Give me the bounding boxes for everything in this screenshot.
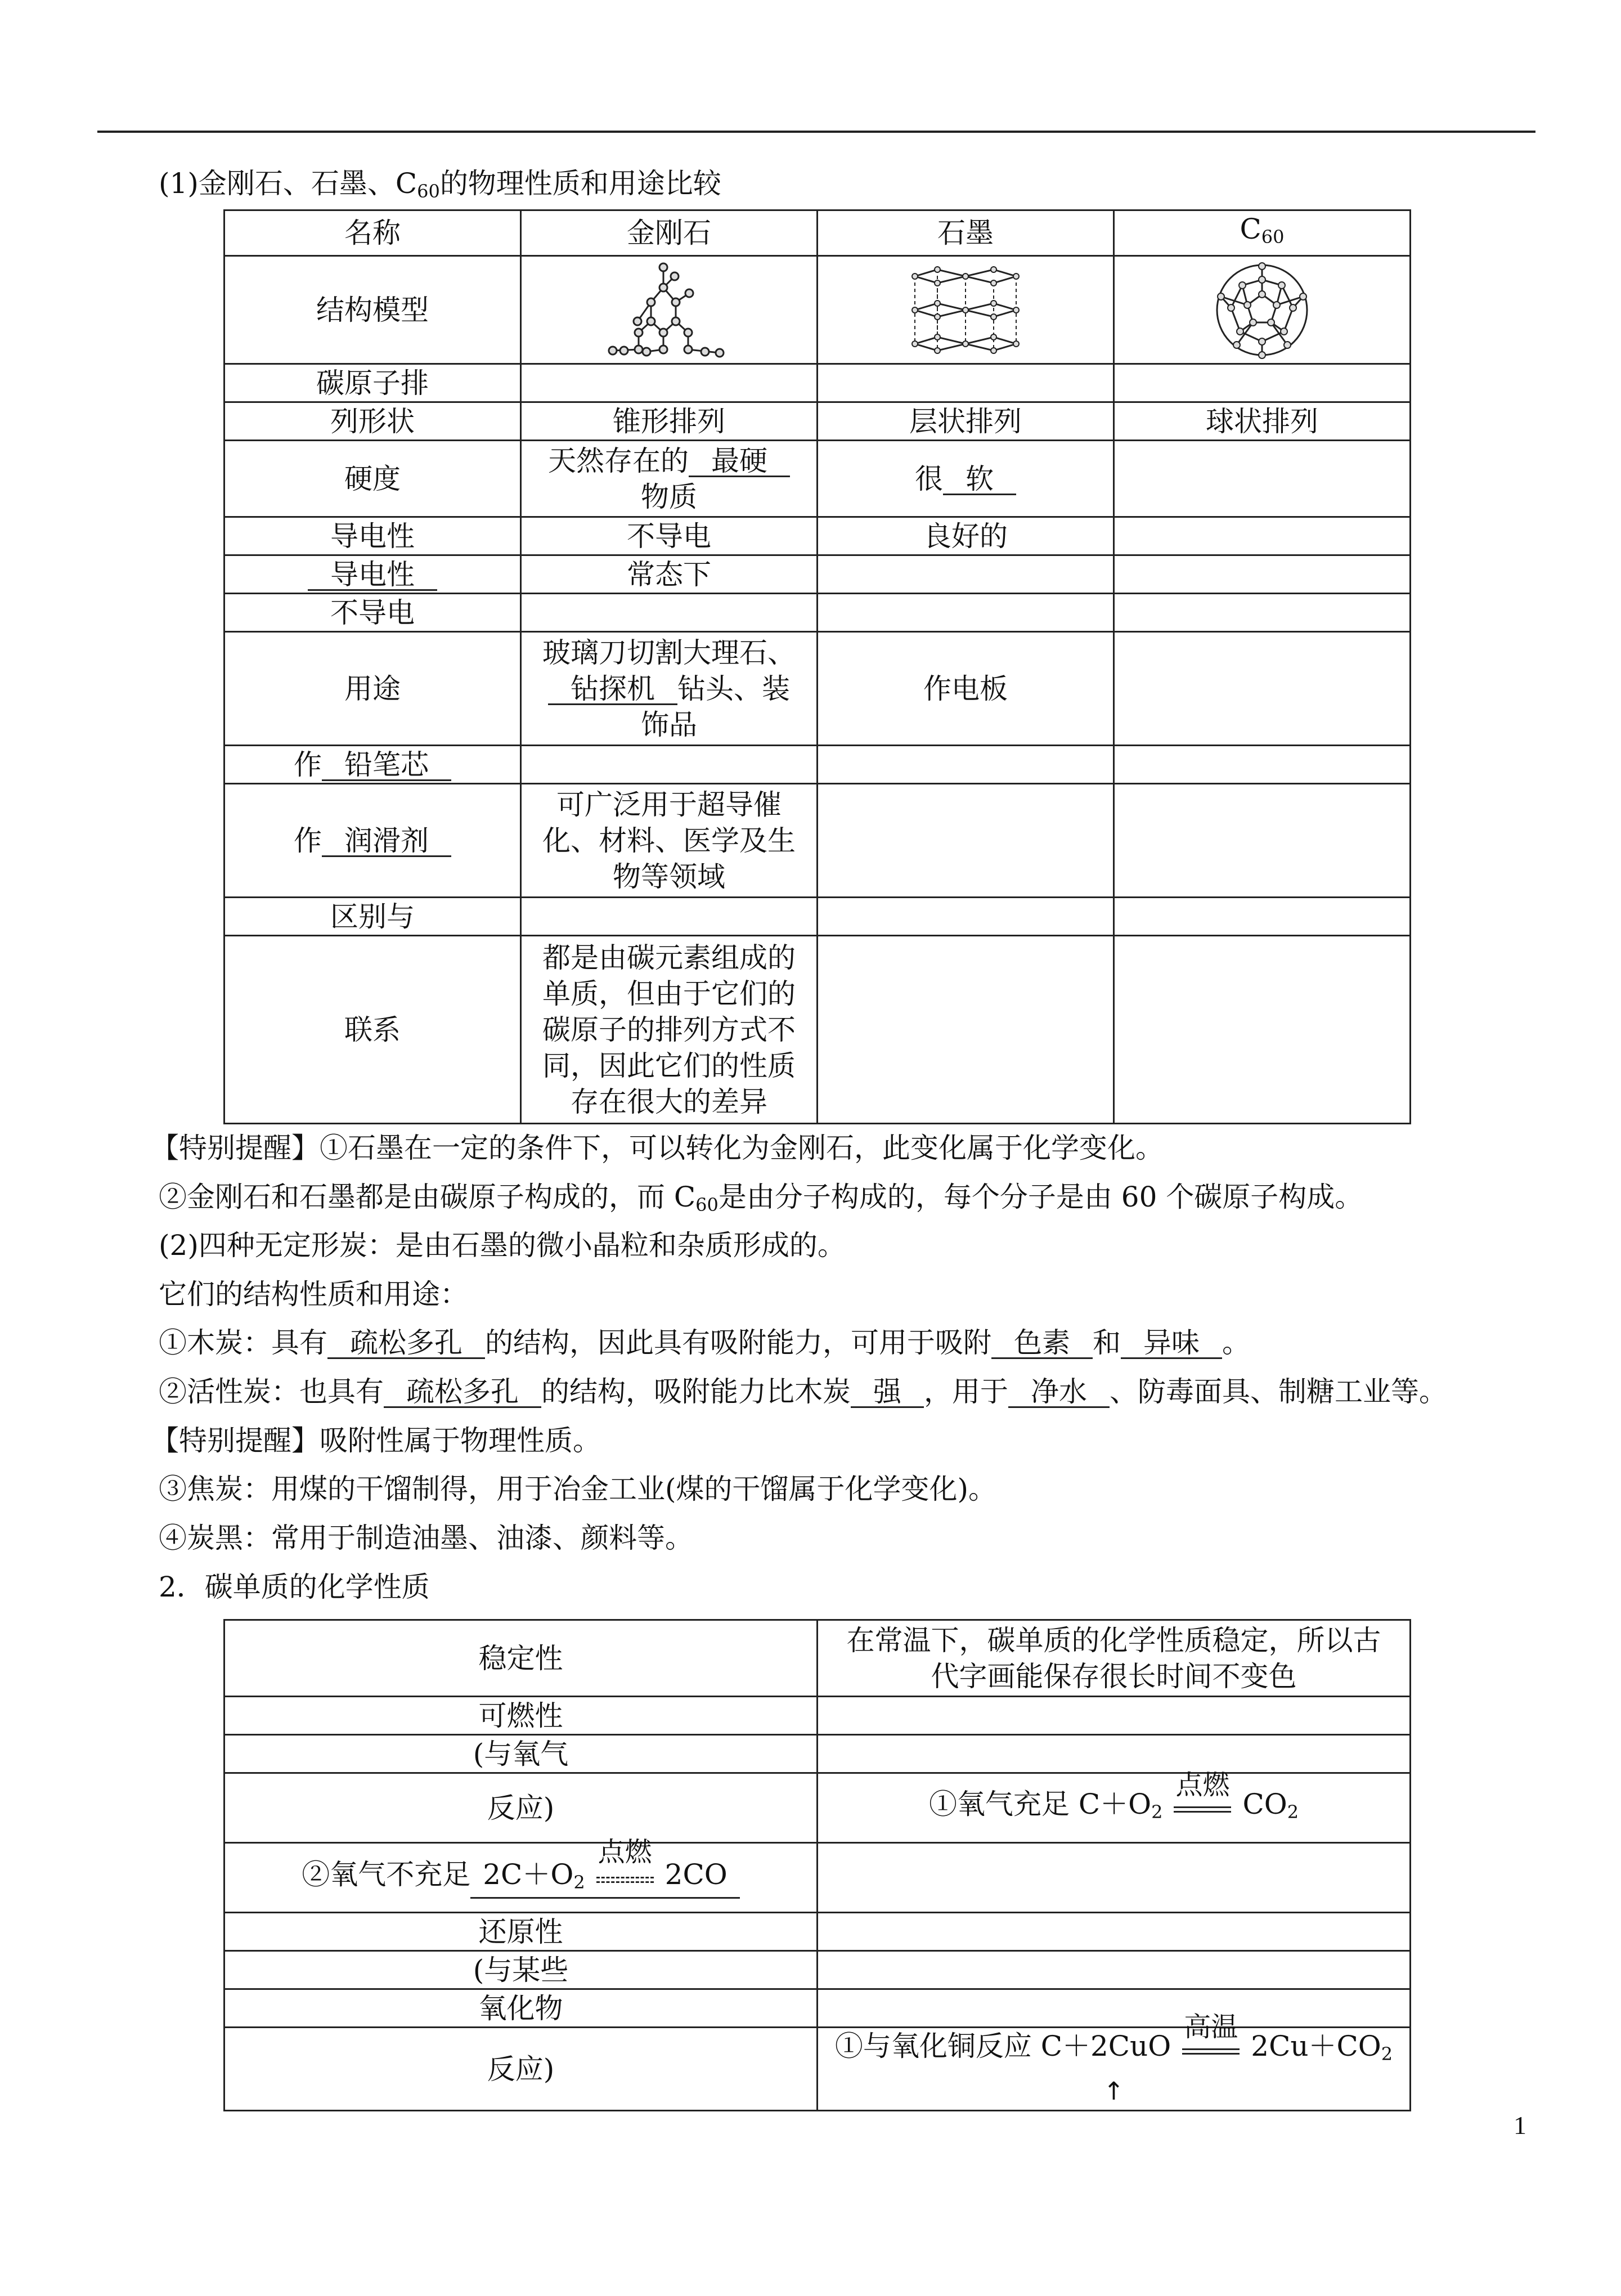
- table-row: [224, 517, 1411, 555]
- table-cell: [521, 898, 818, 936]
- table-row: [224, 2028, 1411, 2111]
- table-cell: 可广泛用于超导催 化、材料、医学及生 物等领域: [521, 784, 818, 898]
- diamond-model-cell: [521, 256, 818, 364]
- table-row: [224, 594, 1411, 632]
- table-cell: [818, 1697, 1411, 1735]
- table-cell: 区别与: [224, 898, 521, 936]
- table-row: [224, 1773, 1411, 1843]
- table-cell: [224, 555, 521, 594]
- table-cell: [1114, 441, 1411, 517]
- chemical-properties-table: [223, 1619, 1411, 2111]
- tip-3: 【特别提醒】吸附性属于物理性质。: [151, 1424, 601, 1457]
- table-cell: 碳原子排: [224, 364, 521, 402]
- table-cell: 作 润滑剂: [224, 784, 521, 898]
- table-cell: [818, 555, 1114, 594]
- table-row: [224, 364, 1411, 402]
- table-cell: 不导电: [224, 594, 521, 632]
- table-cell: [818, 1843, 1411, 1913]
- page-number: 1: [1514, 2111, 1526, 2140]
- table-cell: 可燃性: [224, 1697, 818, 1735]
- physical-properties-table: [223, 209, 1411, 1124]
- table-cell: [1114, 632, 1411, 746]
- reaction-condition: 点燃: [594, 1860, 656, 1894]
- table-cell: 金刚石: [521, 210, 818, 256]
- table-row: [224, 1951, 1411, 1989]
- table-cell: 都是由碳元素组成的 单质，但由于它们的 碳原子的排列方式不 同，因此它们的性质 存在很大的差异: [521, 936, 818, 1124]
- graphite-structure-model: [909, 259, 1022, 361]
- answer-blank: 强: [851, 1377, 924, 1408]
- table-cell: [818, 1913, 1411, 1951]
- uses-title: 它们的结构性质和用途：: [159, 1278, 468, 1311]
- table-row: [224, 1620, 1411, 1697]
- table-cell: [1114, 517, 1411, 555]
- table-cell: [1114, 784, 1411, 898]
- table-row: [224, 441, 1411, 517]
- table-row: [224, 784, 1411, 898]
- table-cell: ①氧气充足 $C+O_2$ 点燃 $CO_2$: [818, 1773, 1411, 1843]
- table-cell: [1114, 746, 1411, 784]
- section1-heading: (1)金刚石、石墨、$C_{60}$的物理性质和用途比较: [159, 167, 721, 202]
- answer-blank: 润滑剂: [322, 826, 451, 857]
- table-cell: 层状排列: [818, 402, 1114, 441]
- table-row: [224, 210, 1411, 256]
- table-row: [224, 1843, 1411, 1913]
- table-row: [224, 1913, 1411, 1951]
- table-row: [224, 555, 1411, 594]
- answer-blank: 最硬: [689, 446, 790, 477]
- answer-blank: 软: [943, 464, 1016, 495]
- table-cell: [1114, 555, 1411, 594]
- table-cell: 导电性: [224, 517, 521, 555]
- table-cell: 氧化物: [224, 1989, 818, 2028]
- table-cell: [1114, 936, 1411, 1124]
- table-cell: 列形状: [224, 402, 521, 441]
- table-cell: [818, 784, 1114, 898]
- reaction-condition: 高温: [1180, 2032, 1242, 2065]
- table-cell: 玻璃刀切割大理石、 钻探机 钻头、装 饰品: [521, 632, 818, 746]
- table-cell: [1114, 898, 1411, 936]
- table-cell: 良好的: [818, 517, 1114, 555]
- table-cell: [521, 594, 818, 632]
- tip-2: ②金刚石和石墨都是由碳原子构成的，而 $C_{60}$是由分子构成的，每个分子是由 60 个碳原子构成。: [159, 1181, 1363, 1216]
- answer-blank: 异味: [1121, 1328, 1222, 1359]
- table-cell: 硬度: [224, 441, 521, 517]
- table-cell: [818, 594, 1114, 632]
- table-cell: 反应): [224, 1773, 818, 1843]
- table-cell: 稳定性: [224, 1620, 818, 1697]
- table-cell: 结构模型: [224, 256, 521, 364]
- answer-blank: 导电性: [308, 560, 437, 591]
- table-row: [224, 402, 1411, 441]
- table-cell: $C_{60}$: [1114, 210, 1411, 256]
- table-cell: [818, 1989, 1411, 2028]
- table-row: [224, 256, 1411, 364]
- gas-arrow-icon: ↑: [1103, 2077, 1124, 2106]
- section2-heading: 2．碳单质的化学性质: [159, 1571, 430, 1603]
- amorphous-carbon: (2)四种无定形炭：是由石墨的微小晶粒和杂质形成的。: [159, 1229, 846, 1262]
- table-cell: [818, 1951, 1411, 1989]
- table-row: [224, 1697, 1411, 1735]
- table-cell: [521, 746, 818, 784]
- table-cell: 作电板: [818, 632, 1114, 746]
- answer-blank: 疏松多孔: [327, 1328, 485, 1359]
- table-cell: 反应): [224, 2028, 818, 2111]
- table-cell: 作 铅笔芯: [224, 746, 521, 784]
- answer-blank: 净水: [1008, 1377, 1110, 1408]
- table-row: [224, 632, 1411, 746]
- table-cell: 用途: [224, 632, 521, 746]
- table-cell: ①与氧化铜反应 C＋2CuO 高温 $2Cu+CO_2↑$: [818, 2028, 1411, 2111]
- activated-carbon-line: ②活性炭：也具有 疏松多孔 的结构，吸附能力比木炭 强 ，用于 净水 、防毒面具、制糖工业等。: [159, 1375, 1447, 1408]
- graphite-model-cell: [818, 256, 1114, 364]
- table-cell: [818, 898, 1114, 936]
- table-cell: [521, 364, 818, 402]
- answer-blank: 色素: [991, 1328, 1093, 1359]
- table-cell: 联系: [224, 936, 521, 1124]
- table-cell: [1114, 594, 1411, 632]
- table-cell: 很 软: [818, 441, 1114, 517]
- table-row: [224, 746, 1411, 784]
- header-rule: [97, 131, 1535, 133]
- table-cell: [818, 364, 1114, 402]
- diamond-structure-model: [601, 259, 737, 361]
- table-cell: ②氧气不充足 $2C+O_2$ 点燃 2CO: [224, 1843, 818, 1913]
- table-cell: 天然存在的 最硬 物质: [521, 441, 818, 517]
- c60-structure-model: [1209, 259, 1315, 361]
- table-cell: [818, 936, 1114, 1124]
- carbon-black-line: ④炭黑：常用于制造油墨、油漆、颜料等。: [159, 1522, 693, 1554]
- table-cell: 石墨: [818, 210, 1114, 256]
- table-cell: 常态下: [521, 555, 818, 594]
- table-cell: 还原性: [224, 1913, 818, 1951]
- answer-blank: $2C+O_2$ 点燃 2CO: [470, 1860, 739, 1899]
- answer-blank: 疏松多孔: [384, 1377, 541, 1408]
- table-cell: [818, 746, 1114, 784]
- table-cell: 名称: [224, 210, 521, 256]
- table-row: [224, 898, 1411, 936]
- coke-line: ③焦炭：用煤的干馏制得，用于冶金工业(煤的干馏属于化学变化)。: [159, 1473, 997, 1505]
- table-cell: 在常温下，碳单质的化学性质稳定，所以古 代字画能保存很长时间不变色: [818, 1620, 1411, 1697]
- answer-blank: 铅笔芯: [322, 750, 451, 781]
- tip-1: 【特别提醒】①石墨在一定的条件下，可以转化为金刚石，此变化属于化学变化。: [151, 1132, 1164, 1164]
- table-row: [224, 936, 1411, 1124]
- table-cell: (与某些: [224, 1951, 818, 1989]
- table-cell: (与氧气: [224, 1735, 818, 1773]
- answer-blank: 钻探机: [548, 674, 677, 705]
- table-cell: 不导电: [521, 517, 818, 555]
- charcoal-line: ①木炭：具有 疏松多孔 的结构，因此具有吸附能力，可用于吸附 色素 和 异味 。: [159, 1326, 1250, 1359]
- table-cell: [1114, 364, 1411, 402]
- table-cell: 锥形排列: [521, 402, 818, 441]
- table-cell: 球状排列: [1114, 402, 1411, 441]
- table-cell: [818, 1735, 1411, 1773]
- c60-model-cell: [1114, 256, 1411, 364]
- reaction-condition: 点燃: [1171, 1790, 1233, 1823]
